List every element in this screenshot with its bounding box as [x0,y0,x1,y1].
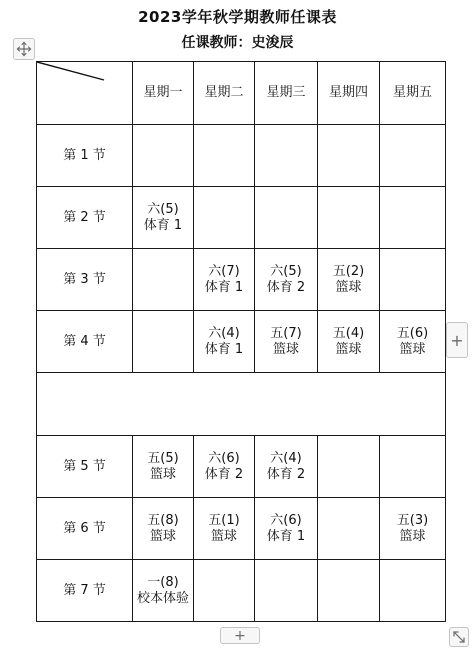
schedule-cell[interactable] [133,560,194,622]
teacher-name: 任课教师：史浚辰 [181,35,294,51]
period-label[interactable]: 第 5 节 [37,436,133,498]
class-label: 五(1) [208,512,240,528]
period-label[interactable]: 第 7 节 [37,560,133,622]
subject-label: 体育 1 [204,341,244,357]
table-resize-handle[interactable] [449,627,469,647]
schedule-cell[interactable] [194,249,255,311]
schedule-cell[interactable] [133,187,194,249]
period-row [37,436,446,498]
subject-label: 篮球 [399,341,426,357]
plus-icon: + [234,627,246,644]
schedule-cell[interactable] [133,125,194,187]
schedule-cell[interactable] [133,498,194,560]
subject-label: 体育 1 [143,217,183,233]
subject-label: 篮球 [272,341,299,357]
class-label: 五(6) [396,325,429,341]
class-label: 五(3) [396,512,429,528]
class-label: 五(2) [332,263,365,279]
schedule-cell[interactable] [380,436,446,498]
class-label: 六(4) [270,450,302,466]
schedule-cell[interactable] [255,560,318,622]
class-label: 六(7) [208,263,240,279]
schedule-cell[interactable] [380,311,446,373]
schedule-cell[interactable] [255,436,318,498]
subject-label: 篮球 [399,528,426,544]
schedule-cell[interactable] [133,249,194,311]
period-label[interactable]: 第 4 节 [37,311,133,373]
schedule-cell[interactable] [255,498,318,560]
schedule-cell[interactable] [133,436,194,498]
schedule-cell[interactable] [318,498,380,560]
period-label[interactable]: 第 3 节 [37,249,133,311]
subject-label: 体育 1 [266,528,306,544]
break-row [37,373,446,436]
class-label: 五(4) [332,325,365,341]
break-cell[interactable] [37,373,446,436]
schedule-cell[interactable] [318,125,380,187]
schedule-cell[interactable] [194,187,255,249]
subject-label: 体育 1 [204,279,244,295]
class-label: 五(7) [270,325,302,341]
schedule-cell[interactable] [194,560,255,622]
subject-label: 校本体验 [136,590,189,606]
diagonal-divider [37,62,133,125]
class-label: 六(6) [208,450,240,466]
schedule-cell[interactable] [255,125,318,187]
schedule-cell[interactable] [194,436,255,498]
class-label: 六(5) [270,263,302,279]
schedule-cell[interactable] [380,249,446,311]
class-label: 一(8) [147,574,179,590]
schedule-cell[interactable] [380,498,446,560]
period-row [37,560,446,622]
day-header[interactable]: 星期四 [318,62,380,125]
plus-icon: + [450,330,464,350]
schedule-title: 2023学年秋学期教师任课表 [138,8,337,26]
period-label[interactable]: 第 1 节 [37,125,133,187]
schedule-cell[interactable] [318,311,380,373]
schedule-cell[interactable] [194,311,255,373]
schedule-cell[interactable] [318,560,380,622]
schedule-cell[interactable] [255,249,318,311]
schedule-table [36,61,446,622]
header-row [37,62,446,125]
period-row [37,249,446,311]
day-header[interactable]: 星期三 [255,62,318,125]
subject-label: 体育 2 [266,279,306,295]
subject-label: 篮球 [335,341,362,357]
period-row [37,311,446,373]
move-arrows-icon [16,41,32,57]
class-label: 六(4) [208,325,240,341]
class-label: 五(5) [147,450,179,466]
schedule-cell[interactable] [255,187,318,249]
class-label: 六(6) [270,512,302,528]
table-move-handle[interactable] [13,38,35,60]
schedule-cell[interactable] [255,311,318,373]
subject-label: 篮球 [210,528,237,544]
subject-label: 体育 2 [204,466,244,482]
period-label[interactable]: 第 6 节 [37,498,133,560]
subject-label: 体育 2 [266,466,306,482]
corner-cell[interactable] [37,62,133,125]
schedule-cell[interactable] [318,187,380,249]
add-row-button[interactable] [220,627,260,644]
schedule-cell[interactable] [133,311,194,373]
day-header[interactable]: 星期五 [380,62,446,125]
subject-label: 篮球 [149,466,176,482]
subject-label: 篮球 [335,279,362,295]
period-row [37,187,446,249]
schedule-cell[interactable] [380,560,446,622]
add-column-button[interactable] [446,322,468,358]
schedule-cell[interactable] [318,249,380,311]
class-label: 六(5) [147,201,179,217]
schedule-cell[interactable] [194,125,255,187]
resize-diagonal-icon [452,630,466,644]
day-header[interactable]: 星期二 [194,62,255,125]
subject-label: 篮球 [149,528,176,544]
schedule-cell[interactable] [380,187,446,249]
schedule-cell[interactable] [194,498,255,560]
period-label[interactable]: 第 2 节 [37,187,133,249]
period-row [37,125,446,187]
day-header[interactable]: 星期一 [133,62,194,125]
period-row [37,498,446,560]
schedule-cell[interactable] [318,436,380,498]
schedule-cell[interactable] [380,125,446,187]
class-label: 五(8) [147,512,179,528]
